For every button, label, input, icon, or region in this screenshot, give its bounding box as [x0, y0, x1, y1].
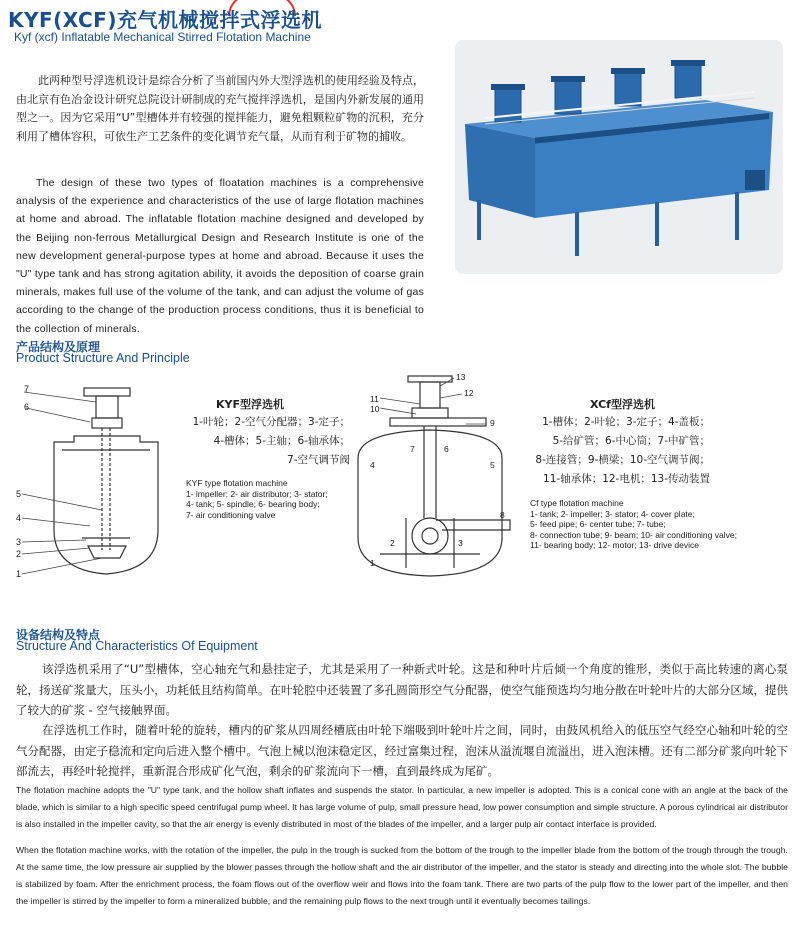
section-title-equipment-cn: 设备结构及特点: [16, 628, 101, 642]
xcf-english-caption: [530, 498, 740, 551]
section-title-structure-en: Product Structure And Principle: [16, 351, 190, 365]
xcf-label: 3: [458, 538, 463, 548]
xcf-label: 12: [464, 388, 474, 398]
xcf-label: 5: [490, 460, 495, 470]
xcf-part-line: 5-给矿管；6-中心筒；7-中矿管；: [552, 435, 710, 447]
intro-english: The design of these two types of floatation machines is a comprehensive analysis of the experience and characteristics of the use of large flotation machines at home and abroad. The inflatable flotation machine designed and developed by the Beijing non-ferrous Metallurgical Design and Research Institute is one of the new development general-purpose types at home and abroad. Because it uses the "U" type tank and has strong agitation ability, it avoids the deposition of coarse grain minerals, makes full use of the volume of the tank, and can adjust the volume of gas according to the change of the production process conditions, thus it is beneficial to the collection of minerals.: [16, 177, 424, 335]
xcf-label: 7: [410, 444, 415, 454]
page-title: KYF(XCF)充气机械搅拌式浮选机: [8, 8, 322, 32]
section-title-structure-cn: 产品结构及原理: [16, 340, 101, 354]
xcf-en-part: 5- feed pipe; 6- center tube; 7- tube;: [530, 519, 666, 529]
kyf-en-part: 4- tank; 5- spindle; 6- bearing body;: [186, 499, 320, 509]
xcf-en-part: 1- tank; 2- impeller; 3- stator; 4- cover plate;: [530, 508, 695, 519]
kyf-en-title: KYF type flotation machine: [186, 478, 288, 488]
product-photo: [455, 40, 783, 274]
body-chinese-paragraph-1: 该浮选机采用了“U”型槽体，空心轴充气和悬挂定子，尤其是采用了一种新式叶轮。这是和种叶片后倾一个角度的锥形，类似于高比转速的离心泵轮，扬送矿浆量大，压头小，功耗低且结构简单。在叶轮腔中还装置了多孔圆筒形空气分配器，使空气能预选均匀地分散在叶轮叶片的大部分区域，提供了较大的矿浆 - 空气接触界面。: [16, 662, 788, 717]
kyf-label: 4: [16, 513, 22, 523]
kyf-title: KYF型浮选机: [216, 398, 285, 411]
xcf-label: 10: [370, 404, 380, 414]
xcf-label: 13: [456, 372, 466, 382]
xcf-label: 2: [390, 538, 395, 548]
xcf-diagram: [350, 368, 525, 588]
xcf-label: 1: [370, 558, 375, 568]
body-english-paragraph-1: The flotation machine adopts the "U" type tank, and the hollow shaft inflates and suspends the stator. In particular, a new impeller is adopted. This is a conical cone with an angle at the back of the blade, which is similar to a high specific speed centrifugal pump wheel. It has large volume of pulp, small pressure head, low power consumption and simple structure. A porous cylindrical air distributor is also installed in the impeller cavity, so that the air energy is evenly distributed in most of the blades of the impeller, and a larger pulp air contact interface is provided.: [16, 785, 788, 829]
section-title-equipment-en: Structure And Characteristics Of Equipment: [16, 639, 258, 653]
xcf-label: 6: [444, 444, 449, 454]
kyf-en-part: 7- air conditioning valve: [186, 509, 276, 520]
xcf-label: 9: [490, 418, 495, 428]
kyf-label: 6: [24, 402, 30, 412]
xcf-title: XCf型浮选机: [590, 398, 655, 411]
xcf-en-title: Cf type flotation machine: [530, 498, 624, 508]
xcf-part-line: 1-槽体；2-叶轮；3-定子；4-盖板；: [542, 416, 710, 428]
kyf-parts-list: [170, 413, 350, 470]
page-subtitle: Kyf (xcf) Inflatable Mechanical Stirred Flotation Machine: [14, 30, 311, 44]
kyf-label: 3: [16, 537, 22, 547]
kyf-en-part: 1- impeller; 2- air distributor; 3- stator;: [186, 488, 328, 499]
kyf-diagram: [10, 380, 170, 585]
kyf-label: 2: [16, 549, 22, 559]
kyf-english-caption: [186, 478, 366, 520]
kyf-label: 1: [16, 569, 22, 579]
xcf-label: 11: [370, 394, 379, 404]
kyf-part-line: 4-槽体；5-主轴；6-轴承体；: [213, 435, 350, 447]
kyf-label: 7: [24, 384, 30, 394]
xcf-parts-list: [530, 413, 710, 489]
xcf-part-line: 11-轴承体；12-电机；13-传动装置: [543, 473, 710, 485]
kyf-part-line: 1-叶轮；2-空气分配器；3-定子；: [192, 416, 350, 428]
kyf-label: 5: [16, 489, 22, 499]
intro-chinese: 此两种型号浮选机设计是综合分析了当前国内外大型浮选机的使用经验及特点，由北京有色冶金设计研究总院设计研制成的充气搅拌浮选机，是国内外新发展的通用型之一。因为它采用“U”型槽体并有较强的搅拌能力，避免粗颗粒矿物的沉积，充分利用了槽体容积，可依生产工艺条件的变化调节充气量，从而有利于矿物的捕收。: [16, 74, 424, 143]
xcf-part-line: 8-连接管；9-横梁；10-空气调节阀；: [535, 454, 710, 466]
xcf-en-part: 11- bearing body; 12- motor; 13- drive device: [530, 540, 699, 550]
kyf-part-line: 7-空气调节阀: [287, 454, 350, 466]
xcf-label: 8: [500, 510, 505, 520]
body-english-paragraph-2: When the flotation machine works, with the rotation of the impeller, the pulp in the trough is sucked from the bottom of the trough to the impeller blade from the bottom of the trough through the trough. At the same time, the low pressure air supplied by the blower passes through the hollow shaft and the air distributor of the impeller, and the stator is steady and directing into the whole slot. The bubble is stabilized by foam. After the enrichment process, the foam flows out of the overflow weir and flows into the foam tank. There are two parts of the pulp flow to the lower part of the impeller, and then the impeller is stirred by the impeller to form a mineralized bubble, and the remaining pulp flows to the next trough until it eventually becomes tailings.: [16, 845, 788, 906]
body-chinese-paragraph-2: 在浮选机工作时，随着叶轮的旋转，槽内的矿浆从四周经槽底由叶轮下端吸到叶轮叶片之间，同时，由鼓风机给入的低压空气经空心轴和叶轮的空气分配器，由定子稳流和定向后进入整个槽中。气泡上械以泡沫稳定区，经过富集过程，泡沫从溢流堰自流溢出，进入泡沫槽。还有二部分矿浆向叶轮下部流去，再经叶轮搅拌，重新混合形成矿化气泡，剩余的矿浆流向下一槽，直到最终成为尾矿。: [16, 723, 788, 778]
flotation-machine-illustration: [455, 40, 783, 274]
xcf-label: 4: [370, 460, 375, 470]
xcf-en-part: 8- connection tube; 9- beam; 10- air conditioning valve;: [530, 529, 737, 540]
